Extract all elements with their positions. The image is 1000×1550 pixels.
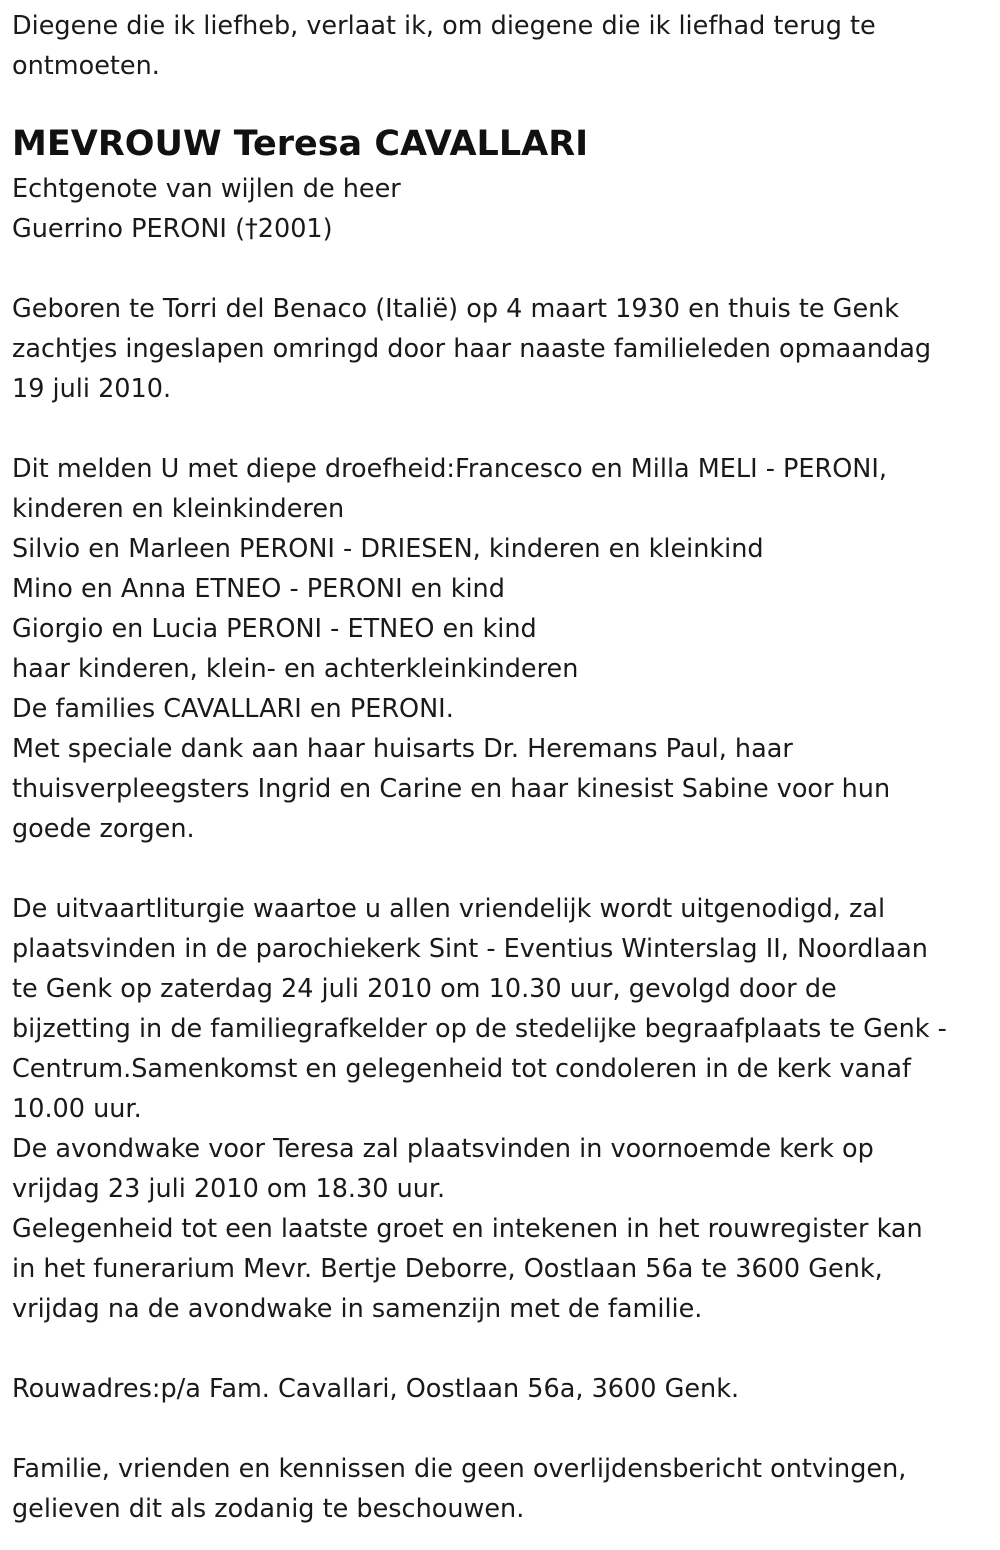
funeral-line: te Genk op zaterdag 24 juli 2010 om 10.30 uur, gevolgd door de xyxy=(12,974,837,1004)
birth-line: 19 juli 2010. xyxy=(12,374,172,404)
spouse-line: Guerrino PERONI (†2001) xyxy=(12,214,333,244)
funeral-line: plaatsvinden in de parochiekerk Sint - Eventius Winterslag II, Noordlaan xyxy=(12,934,928,964)
family-line: haar kinderen, klein- en achterkleinkinderen xyxy=(12,654,579,684)
birth-line: zachtjes ingeslapen omringd door haar naaste familieleden opmaandag xyxy=(12,334,932,364)
spacer xyxy=(12,1329,992,1369)
funeral-line: vrijdag 23 juli 2010 om 18.30 uur. xyxy=(12,1174,446,1204)
funeral-details xyxy=(12,889,992,1329)
funeral-line: Gelegenheid tot een laatste groet en intekenen in het rouwregister kan xyxy=(12,1214,923,1244)
obituary-notice xyxy=(12,6,992,1529)
address-line: Rouwadres:p/a Fam. Cavallari, Oostlaan 56a, 3600 Genk. xyxy=(12,1374,740,1404)
spacer xyxy=(12,409,992,449)
family-line: thuisverpleegsters Ingrid en Carine en haar kinesist Sabine voor hun xyxy=(12,774,891,804)
closing-line: Familie, vrienden en kennissen die geen overlijdensbericht ontvingen, xyxy=(12,1454,907,1484)
closing-line: gelieven dit als zodanig te beschouwen. xyxy=(12,1494,525,1524)
family-line: Silvio en Marleen PERONI - DRIESEN, kinderen en kleinkind xyxy=(12,534,764,564)
birth-line: Geboren te Torri del Benaco (Italië) op 4 maart 1930 en thuis te Genk xyxy=(12,294,900,324)
family-line: Met speciale dank aan haar huisarts Dr. Heremans Paul, haar xyxy=(12,734,793,764)
funeral-line: De uitvaartliturgie waartoe u allen vriendelijk wordt uitgenodigd, zal xyxy=(12,894,886,924)
funeral-line: in het funerarium Mevr. Bertje Deborre, Oostlaan 56a te 3600 Genk, xyxy=(12,1254,883,1284)
funeral-line: De avondwake voor Teresa zal plaatsvinden in voornoemde kerk op xyxy=(12,1134,874,1164)
funeral-line: bijzetting in de familiegrafkelder op de stedelijke begraafplaats te Genk - xyxy=(12,1014,947,1044)
family-line: De families CAVALLARI en PERONI. xyxy=(12,694,454,724)
spacer xyxy=(12,849,992,889)
family-line: Giorgio en Lucia PERONI - ETNEO en kind xyxy=(12,614,537,644)
mourning-address xyxy=(12,1369,992,1409)
motto xyxy=(12,6,992,86)
spouse-line: Echtgenote van wijlen de heer xyxy=(12,174,401,204)
family-line: goede zorgen. xyxy=(12,814,195,844)
motto-line: ontmoeten. xyxy=(12,51,160,81)
deceased-name-title: MEVROUW Teresa CAVALLARI xyxy=(12,124,589,164)
family-announcement xyxy=(12,449,992,849)
family-line: Mino en Anna ETNEO - PERONI en kind xyxy=(12,574,505,604)
spacer xyxy=(12,249,992,289)
spacer xyxy=(12,1409,992,1449)
family-line: Dit melden U met diepe droefheid:Francesco en Milla MELI - PERONI, xyxy=(12,454,887,484)
funeral-line: vrijdag na de avondwake in samenzijn met de familie. xyxy=(12,1294,703,1324)
funeral-line: Centrum.Samenkomst en gelegenheid tot condoleren in de kerk vanaf xyxy=(12,1054,911,1084)
closing-note xyxy=(12,1449,992,1529)
family-line: kinderen en kleinkinderen xyxy=(12,494,345,524)
motto-line: Diegene die ik liefheb, verlaat ik, om diegene die ik liefhad terug te xyxy=(12,11,876,41)
funeral-line: 10.00 uur. xyxy=(12,1094,142,1124)
birth-death-info xyxy=(12,289,992,409)
spouse-info xyxy=(12,169,992,249)
